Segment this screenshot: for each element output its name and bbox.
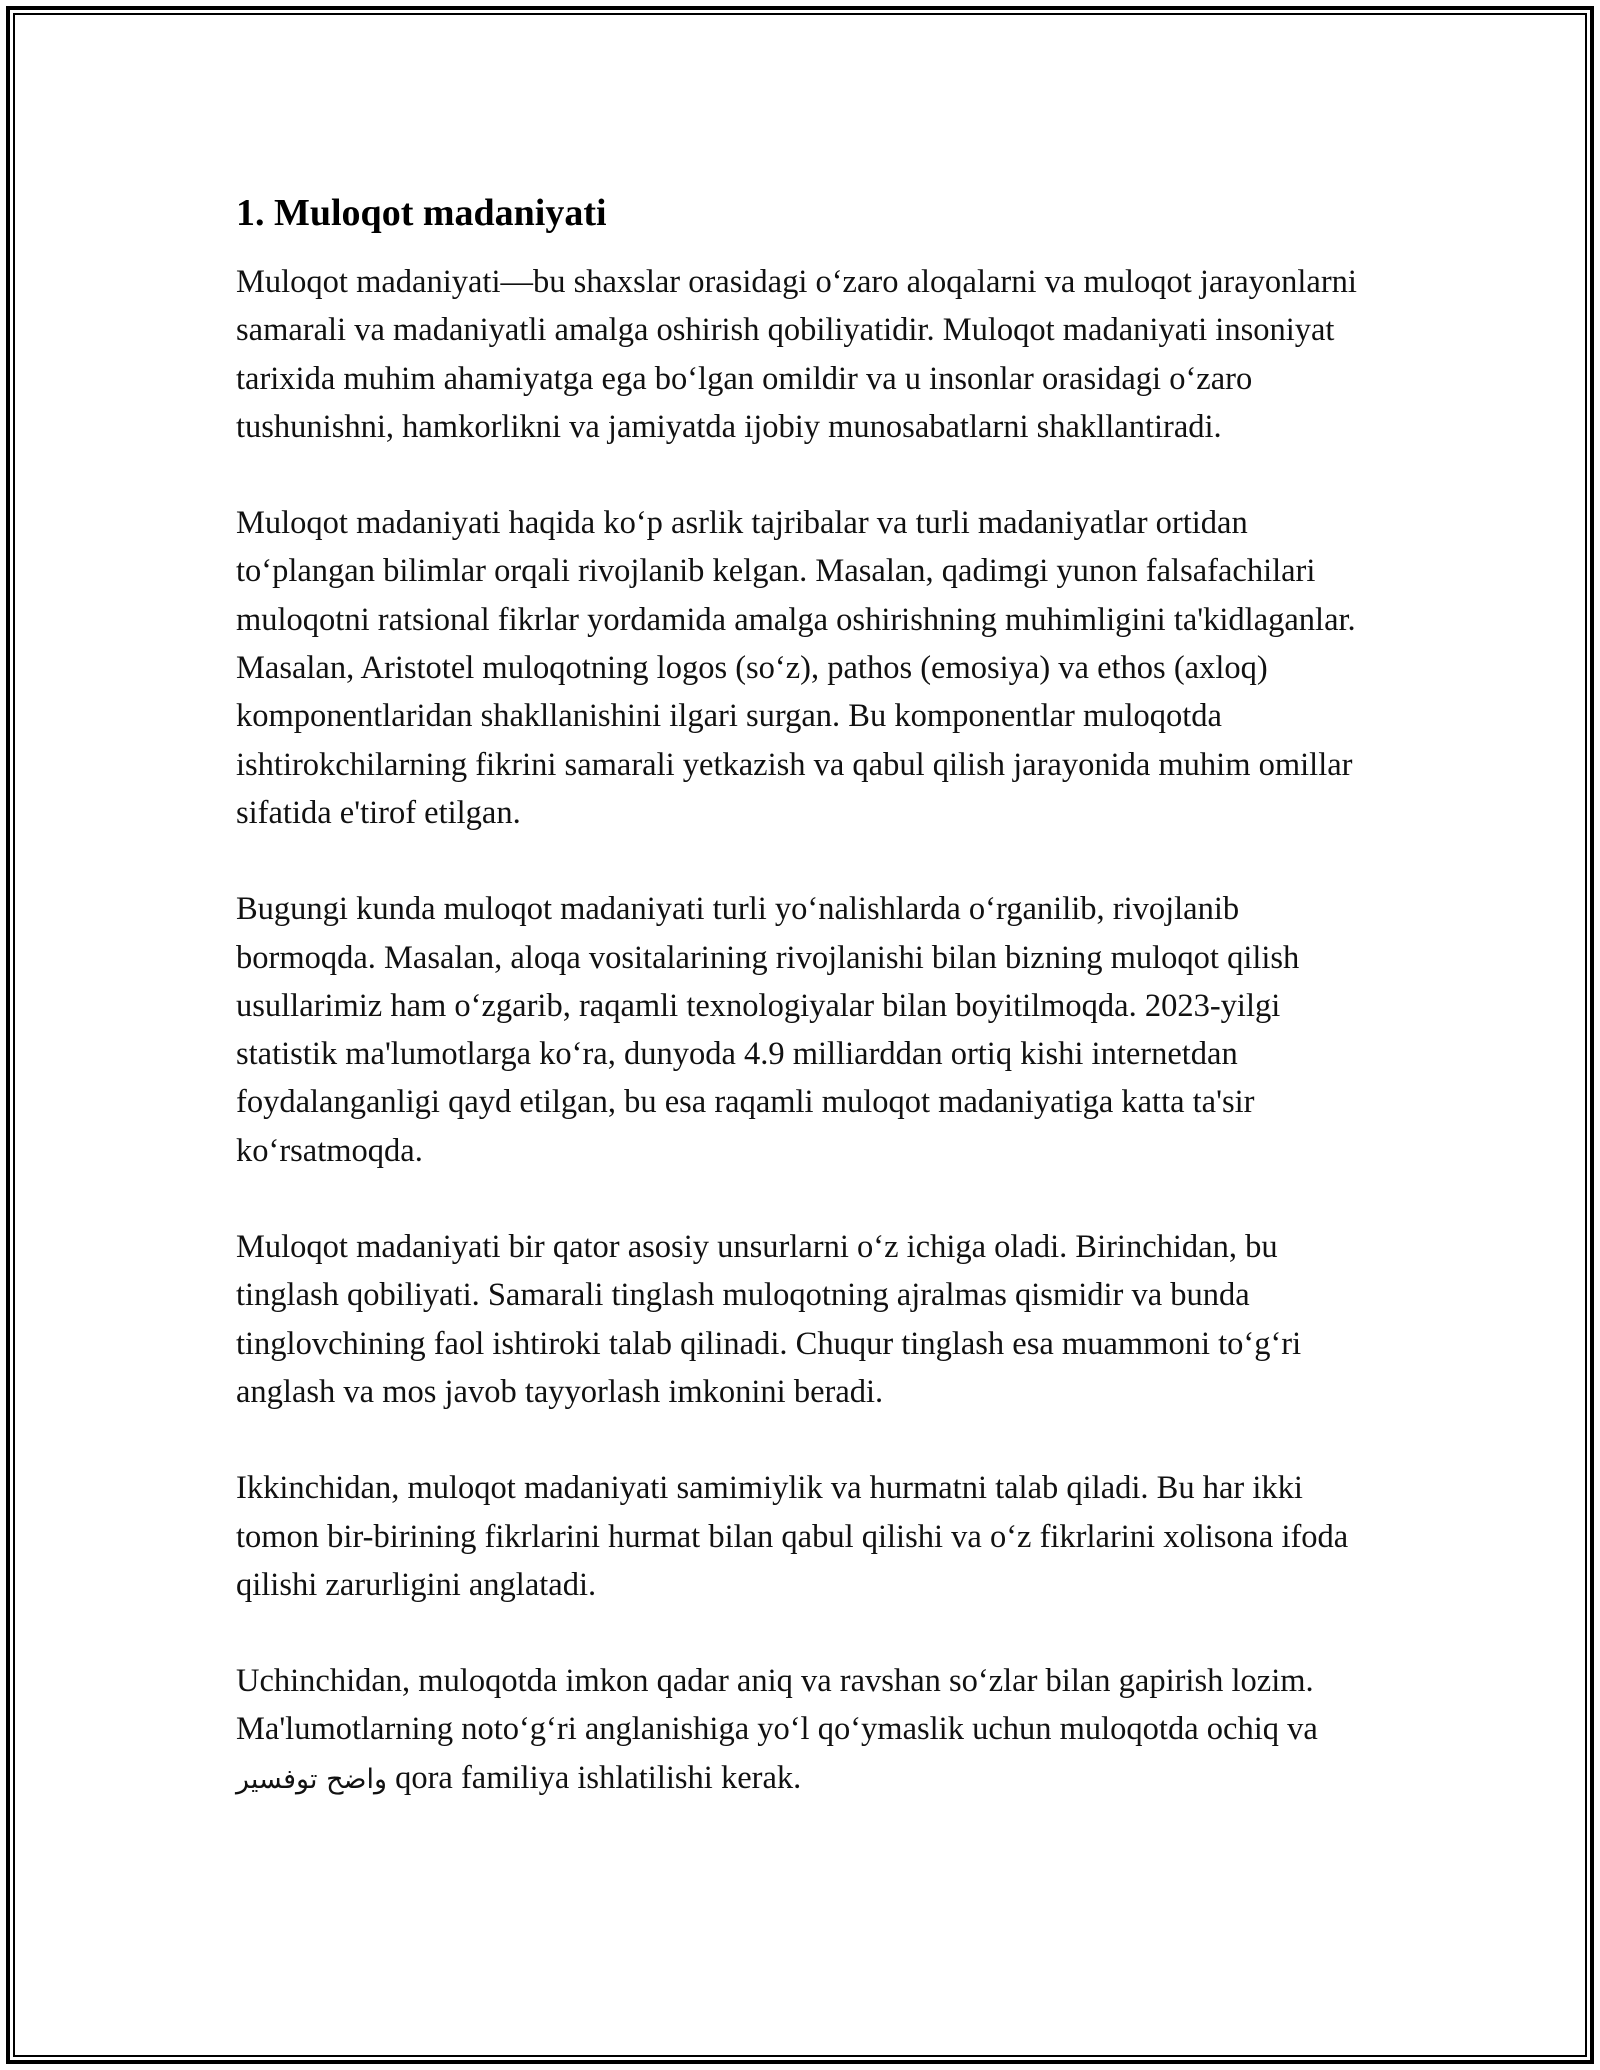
paragraph-6-start: Uchinchidan, muloqotda imkon qadar aniq va ravshan so‘zlar bilan gapirish lozim. Ma'lumotlarning noto‘g‘ri anglanishiga yo‘l qo‘ymaslik uchun muloqotda ochiq va [236, 1663, 1318, 1748]
paragraph-3: Bugungi kunda muloqot madaniyati turli yo‘nalishlarda o‘rganilib, rivojlanib bormoqda. Masalan, aloqa vositalarining rivojlanishi bilan bizning muloqot qilish usullarimiz ham o‘zgarib, raqamli texnologiyalar bilan boyitilmoqda. 2023-yilgi statistik ma'lumotlarga ko‘ra, dunyoda 4.9 milliarddan ortiq kishi internetdan foydalanganligi qayd etilgan, bu esa raqamli muloqot madaniyatiga katta ta'sir ko‘rsatmoqda. [236, 891, 1300, 1169]
paragraph-1: Muloqot madaniyati—bu shaxslar orasidagi o‘zaro aloqalarni va muloqot jarayonlarni samarali va madaniyatli amalga oshirish qobiliyatidir. Muloqot madaniyati insoniyat tarixida muhim ahamiyatga ega bo‘lgan omildir va u insonlar orasidagi o‘zaro tushunishni, hamkorlikni va jamiyatda ijobiy munosabatlarni shakllantiradi. [236, 264, 1357, 445]
paragraph-4: Muloqot madaniyati bir qator asosiy unsurlarni o‘z ichiga oladi. Birinchidan, bu tinglash qobiliyati. Samarali tinglash muloqotning ajralmas qismidir va bunda tinglovchining faol ishtiroki talab qilinadi. Chuqur tinglash esa muammoni to‘g‘ri anglash va mos javob tayyorlash imkonini beradi. [236, 1229, 1302, 1410]
document-body [236, 186, 1376, 1852]
paragraph-5: Ikkinchidan, muloqot madaniyati samimiylik va hurmatni talab qiladi. Bu har ikki tomon bir-birining fikrlarini hurmat bilan qabul qilishi va o‘z fikrlarini xolisona ifoda qilishi zarurligini anglatadi. [236, 1470, 1349, 1603]
paragraph-6-end: qora familiya ishlatilishi kerak. [386, 1759, 802, 1796]
paragraph-6-arabic-phrase: واضح توفسير [236, 1763, 387, 1795]
paragraph-6 [236, 1657, 1376, 1804]
section-heading: 1. Muloqot madaniyati [236, 192, 607, 234]
paragraph-2: Muloqot madaniyati haqida ko‘p asrlik tajribalar va turli madaniyatlar ortidan to‘plangan bilimlar orqali rivojlanib kelgan. Masalan, qadimgi yunon falsafachilari muloqotni ratsional fikrlar yordamida amalga oshirishning muhimligini ta'kidlaganlar. Masalan, Aristotel muloqotning logos (so‘z), pathos (emosiya) va ethos (axloq) komponentlaridan shakllanishini ilgari surgan. Bu komponentlar muloqotda ishtirokchilarning fikrini samarali yetkazish va qabul qilish jarayonida muhim omillar sifatida e'tirof etilgan. [236, 505, 1356, 831]
